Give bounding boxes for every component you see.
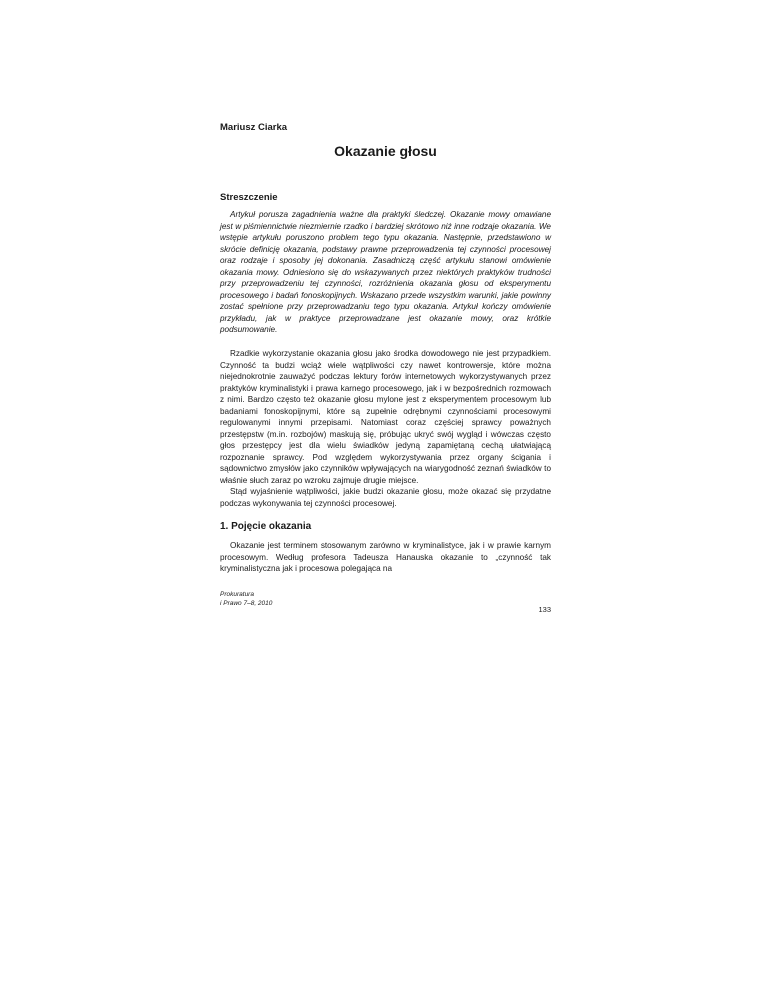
footer-journal-line-1: Prokuratura [220,591,254,598]
body-paragraph-1: Rzadkie wykorzystanie okazania głosu jako środka dowodowego nie jest przypadkiem. Czynność ta budzi wciąż wiele wątpliwości czy nawet kontrowersje, które można niejednokrotnie zauważyć podczas lektury forów internetowych wykorzystywanych przez praktyków kryminalistyki i prawa karnego procesowego, jak i w bezpośrednich rozmowach z nimi. Bardzo często też okazanie głosu mylone jest z eksperymentem procesowym lub badaniami fonoskopijnymi, które są zupełnie odrębnymi czynnościami procesowymi regulowanymi innymi przepisami. Natomiast coraz częściej sprawcy poważnych przestępstw (m.in. rozbojów) maskują się, próbując ukryć swój wygląd i wówczas często głos przestępcy jest dla wielu świadków jedyną zapamiętaną cechą ułatwiającą rozpoznanie sprawcy. Pod względem wykorzystywania przez organy ścigania i sądownictwo zmysłów jako czynników wpływających na wiarygodność zeznań świadków to właśnie słuch zaraz po wzroku zajmuje drugie miejsce. [220,349,551,485]
abstract-text: Artykuł porusza zagadnienia ważne dla praktyki śledczej. Okazanie mowy omawiane jest w piśmiennictwie niezmiernie rzadko i bardziej skrótowo niż inne rodzaje okazania. We wstępie artykułu poruszono problem tego typu okazania. Następnie, przedstawiono w skrócie definicję okazania, podstawy prawne przeprowadzenia tej czynności procesowej oraz rodzaje i sposoby jej dokonania. Zasadniczą część artykułu stanowi omówienie okazania mowy. Odniesiono się do wskazywanych przez niektórych praktyków trudności przy przeprowadzeniu tej czynności, rozróżnienia okazania głosu od eksperymentu procesowego i badań fonoskopijnych. Wskazano przede wszystkim warunki, jakie powinny zostać spełnione przy przeprowadzaniu tego typu okazania. Artykuł kończy omówienie przykładu, jak w praktyce przeprowadzane jest okazanie mowy, oraz krótkie podsumowanie. [220,210,551,334]
footer-journal-line-2: i Prawo 7–8, 2010 [220,600,273,607]
section-heading: 1. Pojęcie okazania [220,521,312,532]
document-page [220,0,551,994]
author-name: Mariusz Ciarka [220,122,288,133]
body-paragraph-2: Stąd wyjaśnienie wątpliwości, jakie budzi okazanie głosu, może okazać się przydatne podczas wykonywania tej czynności procesowej. [220,487,551,508]
footer-journal [220,590,272,608]
body-paragraph-3: Okazanie jest terminem stosowanym zarówno w kryminalistyce, jak i w prawie karnym procesowym. Według profesora Tadeusza Hanauska okazanie to „czynność tak kryminalistyczna jak i procesowa polegająca na [220,541,551,573]
abstract-heading: Streszczenie [220,192,278,203]
article-title: Okazanie głosu [334,143,437,159]
page-number: 133 [538,605,551,614]
